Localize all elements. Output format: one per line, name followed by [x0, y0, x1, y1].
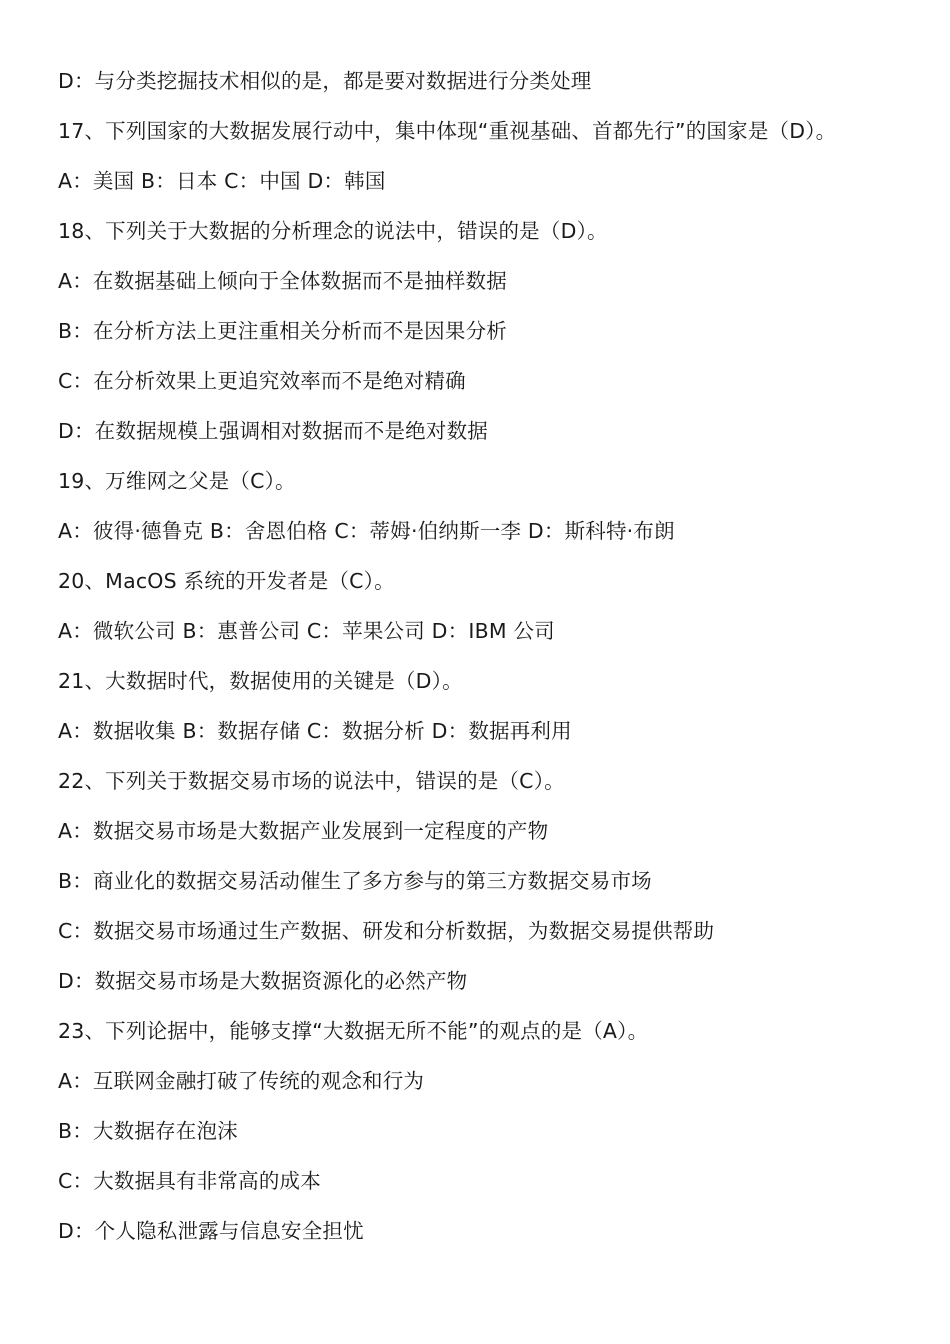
option-d-22: D：数据交易市场是大数据资源化的必然产物: [58, 969, 468, 993]
document-page: [58, 62, 928, 1262]
options-20: A：微软公司 B：惠普公司 C：苹果公司 D：IBM 公司: [58, 619, 555, 643]
options-17: A：美国 B：日本 C：中国 D：韩国: [58, 169, 386, 193]
option-d-16: D：与分类挖掘技术相似的是，都是要对数据进行分类处理: [58, 69, 592, 93]
question-19: 19、万维网之父是（C）。: [58, 469, 296, 493]
option-d-18: D：在数据规模上强调相对数据而不是绝对数据: [58, 419, 488, 443]
question-20: 20、MacOS 系统的开发者是（C）。: [58, 569, 395, 593]
options-19: A：彼得·德鲁克 B：舍恩伯格 C：蒂姆·伯纳斯一李 D：斯科特·布朗: [58, 519, 675, 543]
question-22: 22、下列关于数据交易市场的说法中，错误的是（C）。: [58, 769, 565, 793]
option-b-23: B：大数据存在泡沫: [58, 1119, 238, 1143]
question-21: 21、大数据时代，数据使用的关键是（D）。: [58, 669, 463, 693]
option-a-23: A：互联网金融打破了传统的观念和行为: [58, 1069, 425, 1093]
question-17: 17、下列国家的大数据发展行动中，集中体现“重视基础、首都先行”的国家是（D）。: [58, 119, 837, 143]
option-c-18: C：在分析效果上更追究效率而不是绝对精确: [58, 369, 466, 393]
options-21: A：数据收集 B：数据存储 C：数据分析 D：数据再利用: [58, 719, 572, 743]
option-b-22: B：商业化的数据交易活动催生了多方参与的第三方数据交易市场: [58, 869, 652, 893]
option-a-18: A：在数据基础上倾向于全体数据而不是抽样数据: [58, 269, 507, 293]
option-d-23: D：个人隐私泄露与信息安全担忧: [58, 1219, 364, 1243]
option-c-23: C：大数据具有非常高的成本: [58, 1169, 321, 1193]
option-a-22: A：数据交易市场是大数据产业发展到一定程度的产物: [58, 819, 549, 843]
option-b-18: B：在分析方法上更注重相关分析而不是因果分析: [58, 319, 507, 343]
option-c-22: C：数据交易市场通过生产数据、研发和分析数据，为数据交易提供帮助: [58, 919, 715, 943]
question-18: 18、下列关于大数据的分析理念的说法中，错误的是（D）。: [58, 219, 608, 243]
question-23: 23、下列论据中，能够支撑“大数据无所不能”的观点的是（A）。: [58, 1019, 649, 1043]
